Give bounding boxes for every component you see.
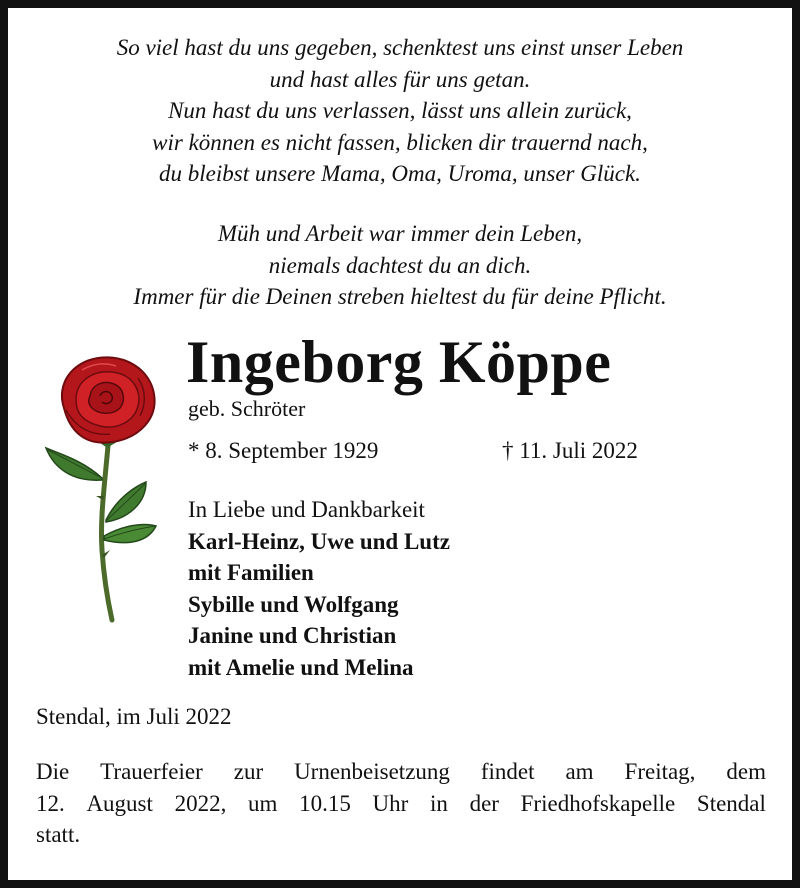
poem-line: Müh und Arbeit war immer dein Leben, [217, 221, 583, 246]
notice-line-3: statt. [36, 822, 81, 847]
notice-word: findet [480, 759, 535, 784]
funeral-notice [36, 756, 766, 851]
place-date: Stendal, im Juli 2022 [36, 704, 232, 729]
notice-word: 12. [36, 790, 65, 816]
poem-line: wir können es nicht fassen, blicken dir trauernd nach, [152, 129, 648, 155]
notice-word: am [565, 759, 594, 784]
mourners-block [188, 494, 450, 683]
notice-word: Trauerfeier [100, 759, 203, 784]
mourner-line: mit Familien [188, 560, 314, 585]
mourner-line: Janine und Christian [188, 623, 397, 648]
poem-line: niemals dachtest du an dich. [268, 252, 532, 278]
mourner-line: Karl-Heinz, Uwe und Lutz [188, 528, 450, 554]
mourners-intro: In Liebe und Dankbarkeit [188, 497, 425, 522]
death-date: † 11. Juli 2022 [502, 438, 638, 463]
mourner-line: mit Amelie und Melina [188, 654, 414, 680]
mourner-line: Sybille und Wolfgang [188, 591, 399, 617]
poem-line: Nun hast du uns verlassen, lässt uns allein zurück, [168, 98, 632, 123]
notice-word: dem [726, 759, 766, 784]
red-rose-icon [42, 350, 172, 630]
notice-line-2 [36, 788, 766, 820]
notice-word: Freitag, [624, 759, 696, 784]
notice-word: August [86, 790, 153, 816]
notice-word: Friedhofskapelle [520, 790, 676, 816]
notice-word: um [248, 790, 278, 816]
notice-word: 10.15 [299, 790, 351, 816]
poem-line: und hast alles für uns getan. [269, 66, 531, 92]
poem-stanza-2 [8, 218, 792, 313]
maiden-name: geb. Schröter [188, 396, 306, 421]
notice-word: zur [233, 759, 264, 784]
notice-word: in [430, 790, 448, 816]
notice-word: Stendal [696, 790, 766, 816]
poem-line: So viel hast du uns gegeben, schenktest uns einst unser Leben [116, 35, 684, 60]
notice-word: 2022, [174, 790, 227, 816]
obituary-card [8, 8, 792, 880]
notice-word: Uhr [372, 790, 409, 816]
notice-word: Die [36, 759, 70, 784]
poem-line: du bleibst unsere Mama, Oma, Uroma, unser Glück. [159, 161, 641, 186]
poem-stanza-1 [8, 32, 792, 190]
notice-word: der [469, 790, 499, 816]
poem-line: Immer für die Deinen streben hieltest du für deine Pflicht. [133, 284, 667, 309]
notice-line-1 [36, 756, 766, 788]
notice-word: Urnenbeisetzung [294, 759, 450, 784]
deceased-name: Ingeborg Köppe [186, 329, 612, 395]
birth-date: * 8. September 1929 [188, 438, 379, 463]
